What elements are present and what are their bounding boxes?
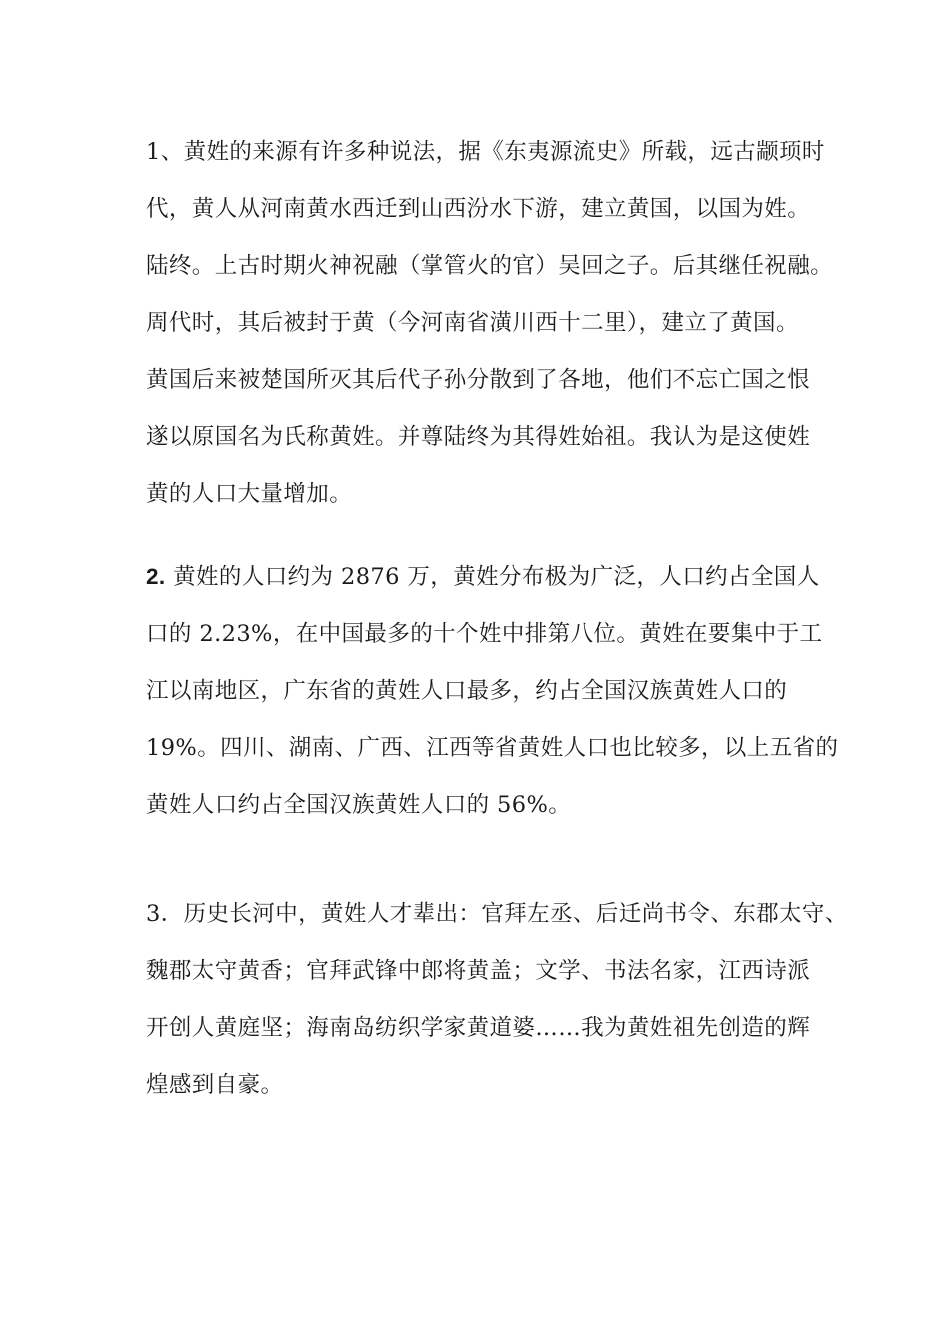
paragraph-line: 1、黄姓的来源有许多种说法，据《东夷源流史》所载，远古颛顼时 (146, 139, 825, 165)
paragraph-line: 口的 2.23%，在中国最多的十个姓中排第八位。黄姓在要集中于工 (146, 621, 823, 647)
paragraph-line-text: 黄姓的人口约为 2876 万，黄姓分布极为广泛，人口约占全国人 (165, 564, 820, 590)
paragraph-line: 周代时，其后被封于黄（今河南省潢川西十二里），建立了黄国。 (146, 310, 799, 336)
paragraph-line: 黄的人口大量增加。 (146, 481, 353, 507)
paragraph-line: 黄姓人口约占全国汉族黄姓人口的 56%。 (146, 792, 572, 818)
paragraph-line: 3．历史长河中，黄姓人才辈出：官拜左丞、后迁尚书令、东郡太守、 (146, 901, 848, 927)
paragraph-line: 陆终。上古时期火神祝融（掌管火的官）吴回之子。后其继任祝融。 (146, 253, 834, 279)
paragraph-line: 代，黄人从河南黄水西迁到山西汾水下游，建立黄国，以国为姓。 (146, 196, 811, 222)
paragraph-line: 黄国后来被楚国所灭其后代子孙分散到了各地，他们不忘亡国之恨 (146, 367, 811, 393)
paragraph-line (146, 562, 820, 592)
paragraph-line: 19%。四川、湖南、广西、江西等省黄姓人口也比较多，以上五省的 (146, 735, 839, 761)
paragraph-number: 2. (146, 564, 166, 589)
paragraph-line: 开创人黄庭坚；海南岛纺织学家黄道婆……我为黄姓祖先创造的辉 (146, 1015, 811, 1041)
paragraph-line: 魏郡太守黄香；官拜武锋中郎将黄盖；文学、书法名家，江西诗派 (146, 958, 811, 984)
paragraph-line: 遂以原国名为氏称黄姓。并尊陆终为其得姓始祖。我认为是这使姓 (146, 424, 811, 450)
paragraph-line: 煌感到自豪。 (146, 1072, 284, 1098)
paragraph-line: 江以南地区，广东省的黄姓人口最多，约占全国汉族黄姓人口的 (146, 678, 788, 704)
